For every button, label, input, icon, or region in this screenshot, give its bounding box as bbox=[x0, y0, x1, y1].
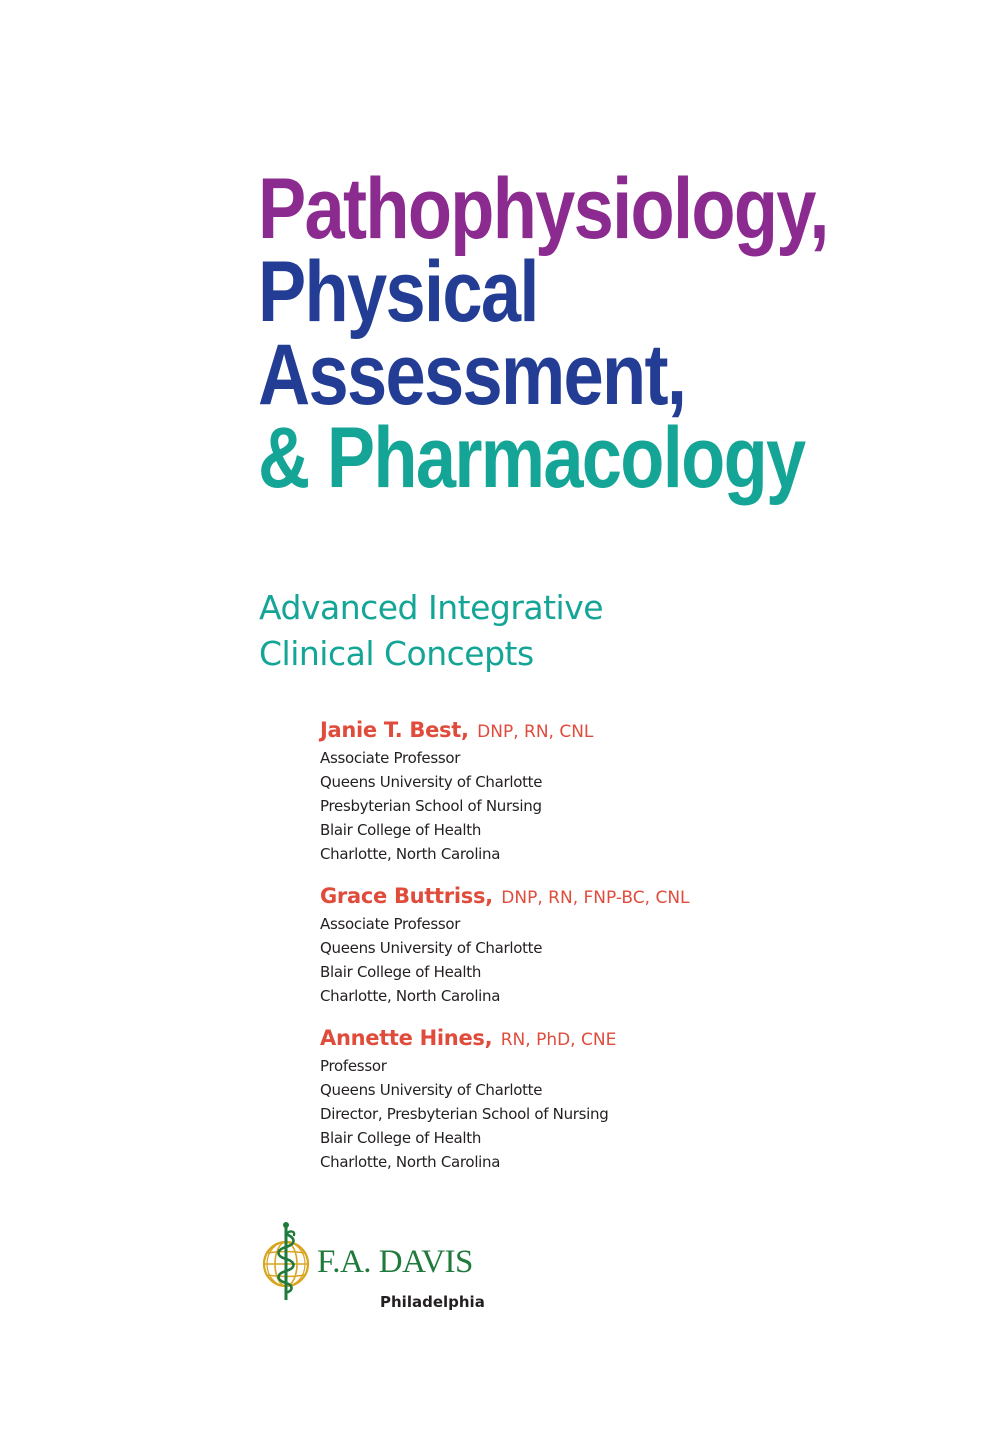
author-affiliation: Charlotte, North Carolina bbox=[320, 1153, 501, 1171]
author-affiliation: Presbyterian School of Nursing bbox=[320, 797, 542, 815]
subtitle-line-1: Advanced Integrative bbox=[259, 588, 604, 627]
publisher-name: F.A. DAVIS bbox=[317, 1244, 473, 1280]
author-credentials: RN, PhD, CNE bbox=[500, 1030, 617, 1050]
author-affiliation: Associate Professor bbox=[320, 749, 461, 767]
author-affiliation: Blair College of Health bbox=[320, 821, 482, 839]
author-credentials: DNP, RN, CNL bbox=[477, 722, 594, 742]
book-title bbox=[258, 161, 978, 506]
author-affiliation: Blair College of Health bbox=[320, 963, 482, 981]
author-entry bbox=[320, 714, 920, 866]
author-affiliation: Professor bbox=[320, 1057, 387, 1075]
author-entry bbox=[320, 880, 920, 1008]
author-affiliation: Director, Presbyterian School of Nursing bbox=[320, 1105, 609, 1123]
author-affiliation: Queens University of Charlotte bbox=[320, 773, 543, 791]
author-name: Annette Hines, bbox=[320, 1026, 493, 1050]
author-affiliation: Charlotte, North Carolina bbox=[320, 987, 501, 1005]
title-line-3: Assessment, bbox=[258, 327, 686, 423]
title-line-1: Pathophysiology, bbox=[258, 161, 828, 257]
subtitle-line-2: Clinical Concepts bbox=[259, 634, 534, 673]
author-list bbox=[320, 714, 920, 1188]
book-subtitle bbox=[259, 585, 603, 677]
author-affiliation: Associate Professor bbox=[320, 915, 461, 933]
author-affiliation: Charlotte, North Carolina bbox=[320, 845, 501, 863]
globe-caduceus-icon bbox=[262, 1220, 316, 1302]
publisher-city: Philadelphia bbox=[380, 1293, 485, 1311]
author-entry bbox=[320, 1022, 920, 1174]
author-affiliation: Blair College of Health bbox=[320, 1129, 482, 1147]
author-name: Grace Buttriss, bbox=[320, 884, 493, 908]
author-credentials: DNP, RN, FNP-BC, CNL bbox=[501, 888, 690, 908]
title-line-2: Physical bbox=[258, 244, 538, 340]
publisher-logo bbox=[262, 1220, 502, 1310]
title-line-4: & Pharmacology bbox=[258, 410, 805, 506]
author-name: Janie T. Best, bbox=[320, 718, 469, 742]
author-affiliation: Queens University of Charlotte bbox=[320, 939, 543, 957]
author-affiliation: Queens University of Charlotte bbox=[320, 1081, 543, 1099]
